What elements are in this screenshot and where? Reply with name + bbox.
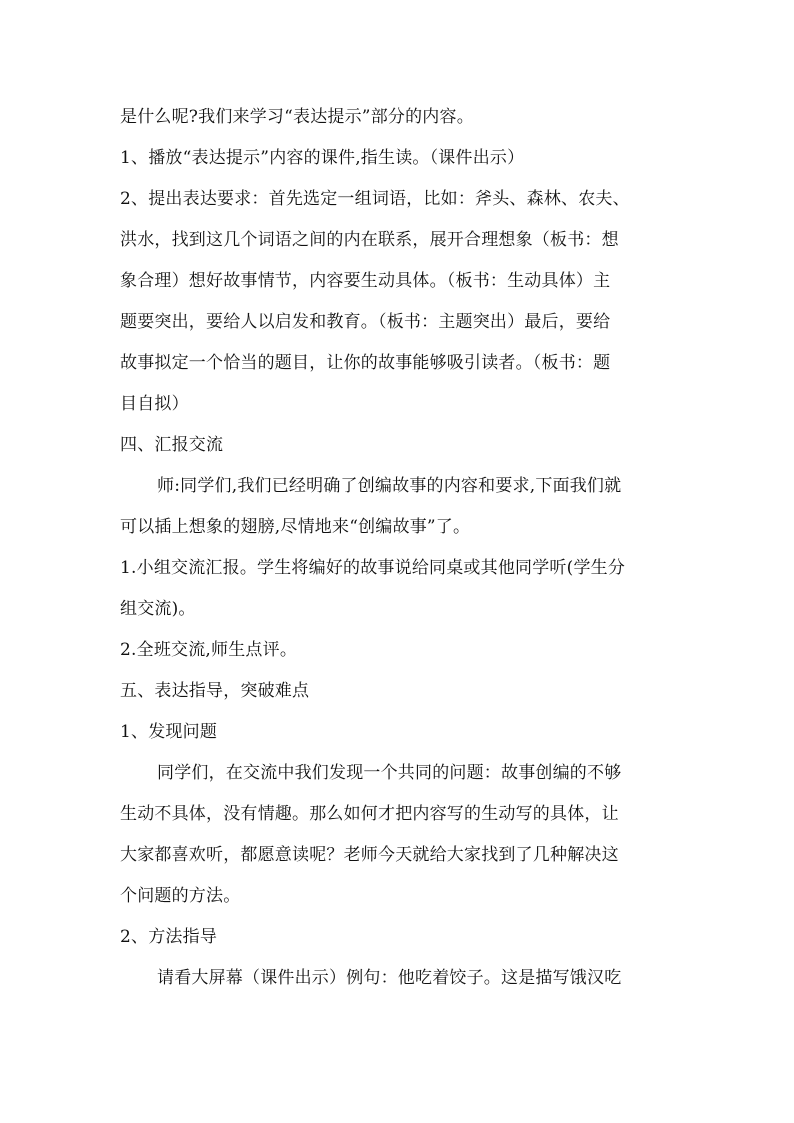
- text-line: 2、提出表达要求：首先选定一组词语，比如：斧头、森林、农夫、: [120, 189, 630, 209]
- text-line: 洪水，找到这几个词语之间的内在联系，展开合理想象（板书：想: [120, 230, 619, 250]
- text-line: 1.小组交流汇报。学生将编好的故事说给同桌或其他同学听(学生分: [120, 558, 626, 578]
- text-line: 大家都喜欢听，都愿意读呢？老师今天就给大家找到了几种解决这: [120, 845, 619, 865]
- indented-text-line: 同学们，在交流中我们发现一个共同的问题：故事创编的不够: [157, 763, 622, 783]
- text-line: 是什么呢?我们来学习“表达提示”部分的内容。: [120, 107, 474, 127]
- text-line: 可以插上想象的翅膀,尽情地来“创编故事”了。: [120, 517, 471, 537]
- subheading: 1、发现问题: [120, 722, 218, 742]
- text-line: 象合理）想好故事情节，内容要生动具体。（板书：生动具体）主: [120, 271, 611, 291]
- text-line: 目自拟）: [120, 394, 189, 414]
- text-line: 1、播放“表达提示”内容的课件,指生读。（课件出示）: [120, 148, 525, 168]
- indented-text-line: 请看大屏幕（课件出示）例句：他吃着饺子。这是描写饿汉吃: [157, 968, 622, 988]
- section-heading: 四、汇报交流: [120, 435, 224, 455]
- text-line: 故事拟定一个恰当的题目，让你的故事能够吸引读者。（板书：题: [120, 353, 611, 373]
- document-body: [120, 97, 680, 999]
- text-line: 生动不具体，没有情趣。那么如何才把内容写的生动写的具体，让: [120, 804, 619, 824]
- subheading: 2、方法指导: [120, 927, 218, 947]
- text-line: 2.全班交流,师生点评。: [120, 640, 298, 660]
- text-line: 个问题的方法。: [120, 886, 241, 906]
- text-line: 题要突出，要给人以启发和教育。（板书：主题突出）最后，要给: [120, 312, 611, 332]
- indented-text-line: 师:同学们,我们已经明确了创编故事的内容和要求,下面我们就: [157, 476, 622, 496]
- text-line: 组交流)。: [120, 599, 196, 619]
- section-heading: 五、表达指导，突破难点: [120, 681, 310, 701]
